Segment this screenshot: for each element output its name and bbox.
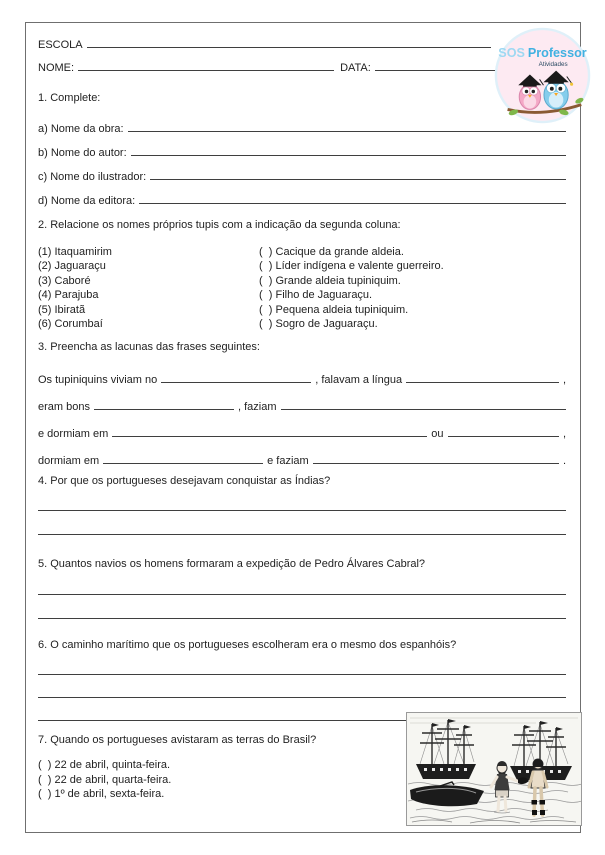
q3-blank-line — [448, 424, 559, 437]
nome-data-row — [38, 58, 566, 74]
logo-sos-text: SOS — [498, 46, 525, 61]
logo-atividades-text: Atividades — [538, 60, 568, 68]
q2-right-item: ( ) Cacique da grande aldeia. — [259, 246, 404, 258]
sos-professor-logo — [494, 27, 591, 124]
q4-answer-lines — [38, 487, 566, 535]
q3-blank-line — [281, 397, 567, 410]
q3-text-segment: , — [562, 374, 566, 386]
q1-items — [38, 117, 566, 213]
arrival-illustration — [406, 712, 582, 826]
q2-left-item: (4) Parajuba — [38, 289, 99, 302]
worksheet-frame — [25, 22, 581, 833]
q3-text-segment: , falavam a língua — [315, 374, 403, 386]
q1-item-label: c) Nome do ilustrador: — [38, 171, 147, 183]
q3-title: 3. Preencha as lacunas das frases seguintes: — [38, 341, 260, 353]
q7-options — [38, 758, 380, 802]
q1-item-blank-line — [139, 191, 566, 204]
q2-right-item: ( ) Filho de Jaguaraçu. — [259, 289, 373, 302]
answer-blank-line — [38, 595, 566, 619]
q7-option: ( ) 22 de abril, quarta-feira. — [38, 773, 172, 786]
logo-svg — [494, 27, 591, 124]
q1-item — [38, 165, 566, 189]
nome-label: NOME: — [38, 62, 75, 74]
q3-blank-line — [313, 451, 559, 464]
q4-title: 4. Por que os portugueses desejavam conquistar as Índias? — [38, 475, 331, 487]
answer-blank-line — [38, 511, 566, 535]
q3-fill-line — [38, 448, 566, 475]
q3-text-segment: . — [562, 455, 566, 467]
q1-item-label: d) Nome da editora: — [38, 195, 136, 207]
nome-blank-line — [78, 58, 334, 71]
q3-text-segment: ou — [431, 428, 444, 440]
q6-title: 6. O caminho marítimo que os portugueses escolheram era o mesmo dos espanhóis? — [38, 639, 457, 651]
q5-answer-lines — [38, 571, 566, 619]
escola-blank-line — [87, 35, 491, 48]
q3-fill-line — [38, 421, 566, 448]
q1-item-label: b) Nome do autor: — [38, 147, 127, 159]
q3-fill-lines — [38, 367, 566, 475]
q1-item — [38, 189, 566, 213]
data-blank-line — [375, 58, 503, 71]
arrival-illustration-svg — [406, 712, 582, 826]
q2-right-item: ( ) Grande aldeia tupiniquim. — [259, 274, 401, 287]
answer-blank-line — [38, 487, 566, 511]
q7-option: ( ) 1º de abril, sexta-feira. — [38, 788, 165, 800]
q1-item — [38, 117, 566, 141]
q2-left-item: (6) Corumbaí — [38, 318, 103, 331]
answer-blank-line — [38, 675, 566, 698]
q3-text-segment: eram bons — [38, 401, 90, 413]
q3-blank-line — [94, 397, 234, 410]
q3-fill-line — [38, 367, 566, 394]
q3-blank-line — [406, 370, 559, 383]
q3-fill-line — [38, 394, 566, 421]
q3-text-segment: e dormiam em — [38, 428, 109, 440]
q3-text-segment: , faziam — [237, 401, 277, 413]
q1-item-blank-line — [150, 167, 566, 180]
logo-circle — [496, 29, 589, 122]
q3-text-segment: e faziam — [267, 455, 309, 467]
q2-right-item: ( ) Líder indígena e valente guerreiro. — [259, 260, 444, 273]
q6-answer-lines — [38, 652, 566, 721]
q2-left-item: (1) Itaquamirim — [38, 246, 112, 258]
q7-title: 7. Quando os portugueses avistaram as terras do Brasil? — [38, 734, 317, 746]
q2-left-item: (2) Jaguaraçu — [38, 260, 106, 273]
q7-option: ( ) 22 de abril, quinta-feira. — [38, 759, 171, 771]
q2-matching — [38, 245, 566, 331]
escola-label: ESCOLA — [38, 39, 83, 51]
q1-title: 1. Complete: — [38, 92, 101, 104]
data-label: DATA: — [340, 62, 371, 74]
q3-blank-line — [103, 451, 263, 464]
q2-right-column — [259, 245, 566, 331]
q3-blank-line — [112, 424, 427, 437]
answer-blank-line — [38, 652, 566, 675]
q2-left-item: (5) Ibiratã — [38, 303, 86, 316]
q2-title: 2. Relacione os nomes próprios tupis com a indicação da segunda coluna: — [38, 219, 401, 231]
q3-text-segment: Os tupiniquins viviam no — [38, 374, 158, 386]
q1-item-blank-line — [131, 143, 566, 156]
q3-text-segment: dormiam em — [38, 455, 100, 467]
q2-left-item: (3) Caboré — [38, 274, 91, 287]
answer-blank-line — [38, 571, 566, 595]
q3-blank-line — [161, 370, 311, 383]
q1-item-label: a) Nome da obra: — [38, 123, 124, 135]
q5-title: 5. Quantos navios os homens formaram a expedição de Pedro Álvares Cabral? — [38, 558, 426, 570]
logo-title — [498, 46, 587, 60]
q2-right-item: ( ) Pequena aldeia tupiniquim. — [259, 303, 409, 316]
q3-text-segment: , — [562, 428, 566, 440]
q2-right-item: ( ) Sogro de Jaguaraçu. — [259, 318, 378, 331]
q2-left-column — [38, 245, 259, 331]
escola-row — [38, 35, 566, 51]
logo-professor-text: Professor — [527, 46, 587, 61]
q1-item — [38, 141, 566, 165]
